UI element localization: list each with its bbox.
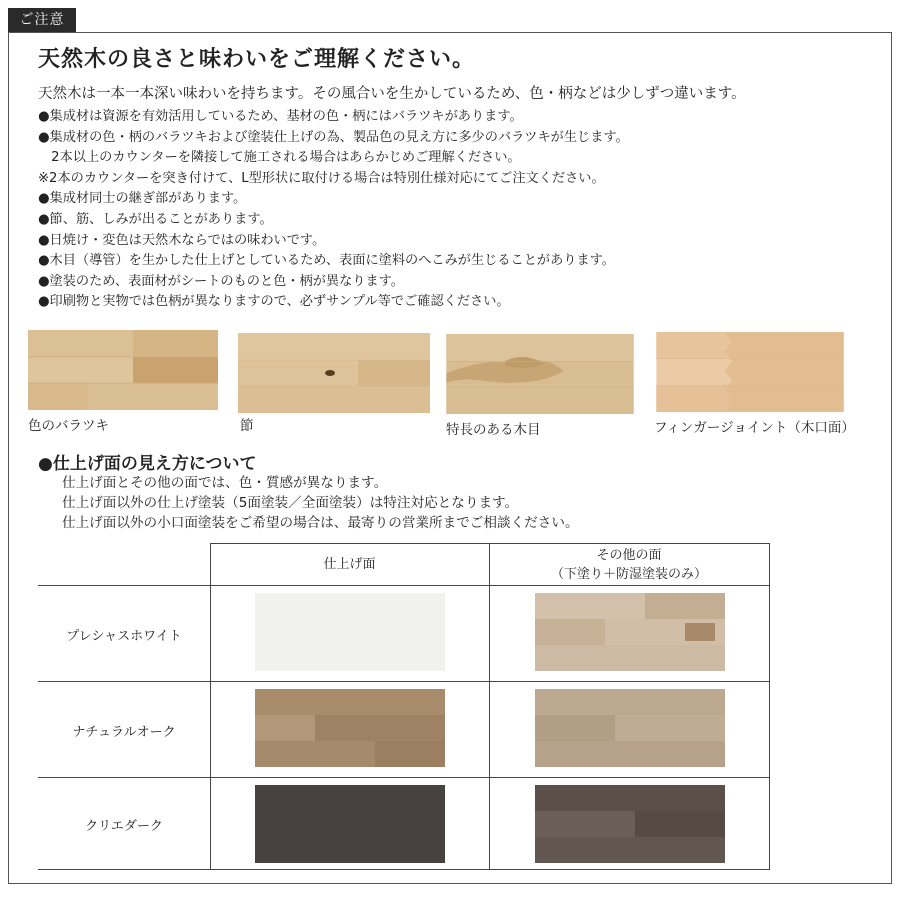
caption-color-variation: 色のバラツキ [28, 418, 109, 434]
row-label-crea-dark: クリエダーク [85, 819, 163, 834]
caption-finger-joint: フィンガージョイント（木口面） [654, 420, 855, 436]
caption-distinctive-grain: 特長のある木目 [446, 422, 541, 438]
finish-line: 仕上げ面以外の小口面塗装をご希望の場合は、最寄りの営業所までご相談ください。 [62, 514, 579, 531]
finish-comparison-table [38, 543, 770, 869]
note-item: 2本以上のカウンターを隣接して施工される場合はあらかじめご理解ください。 [38, 150, 521, 166]
table-header-line [38, 585, 770, 586]
note-item: ●節、筋、しみが出ることがあります。 [38, 211, 273, 227]
wood-distinctive-grain-image [444, 334, 636, 414]
table-col-line [210, 543, 211, 869]
table-header-other [489, 546, 769, 584]
note-item: ●印刷物と実物では色柄が異なりますので、必ずサンプル等でご確認ください。 [38, 294, 510, 310]
finish-section-text [62, 474, 579, 533]
table-col-line [489, 543, 490, 869]
row-label-precious-white: プレシャスホワイト [66, 629, 182, 644]
note-item: ●集成材の色・柄のバラツキおよび塗装仕上げの為、製品色の見え方に多少のバラツキが生じます。 [38, 129, 629, 145]
note-item: ●木目（導管）を生かした仕上げとしているため、表面に塗料のへこみが生じることがあります。 [38, 253, 615, 269]
note-item: ●集成材は資源を有効活用しているため、基材の色・柄にはバラツキがあります。 [38, 109, 523, 124]
swatch-precious-white-other [535, 593, 725, 671]
caution-tag: ご注意 [8, 8, 76, 32]
finish-section-title: ●仕上げ面の見え方について [38, 454, 257, 474]
table-header-finish: 仕上げ面 [323, 557, 376, 572]
note-item: ●集成材同士の継ぎ部があります。 [38, 191, 247, 207]
table-row-line [38, 777, 770, 778]
row-label-natural-oak: ナチュラルオーク [72, 725, 176, 740]
notes-list [38, 107, 629, 313]
swatch-crea-dark-other [535, 785, 725, 863]
table-header-other-line1: その他の面 [596, 548, 662, 563]
wood-knot-image [238, 333, 430, 413]
swatch-crea-dark-finish [255, 785, 445, 863]
note-item: ●塗装のため、表面材がシートのものと色・柄が異なります。 [38, 273, 404, 289]
finish-line: 仕上げ面以外の仕上げ塗装（5面塗装／全面塗装）は特注対応となります。 [62, 494, 519, 511]
note-item: ※2本のカウンターを突き付けて、L型形状に取付ける場合は特別仕様対応にてご注文ください。 [38, 170, 605, 186]
frame-top-border [8, 32, 892, 33]
lead-text: 天然木は一本一本深い味わいを持ちます。その風合いを生かしているため、色・柄などは少しずつ違います。 [38, 86, 746, 102]
table-bottom-line [38, 869, 770, 870]
note-item: ●日焼け・変色は天然木ならではの味わいです。 [38, 232, 326, 248]
swatch-natural-oak-other [535, 689, 725, 767]
caption-knot: 節 [240, 418, 254, 434]
table-col-line [769, 543, 770, 869]
table-top-line [210, 543, 770, 544]
wood-finger-joint-image [654, 332, 846, 412]
wood-color-variation-image [28, 330, 218, 410]
swatch-natural-oak-finish [255, 689, 445, 767]
finish-line: 仕上げ面とその他の面では、色・質感が異なります。 [62, 475, 388, 491]
table-header-other-line2: （下塗り＋防湿塗装のみ） [550, 567, 707, 582]
table-row-line [38, 681, 770, 682]
swatch-precious-white-finish [255, 593, 445, 671]
page-title: 天然木の良さと味わいをご理解ください。 [38, 47, 476, 72]
